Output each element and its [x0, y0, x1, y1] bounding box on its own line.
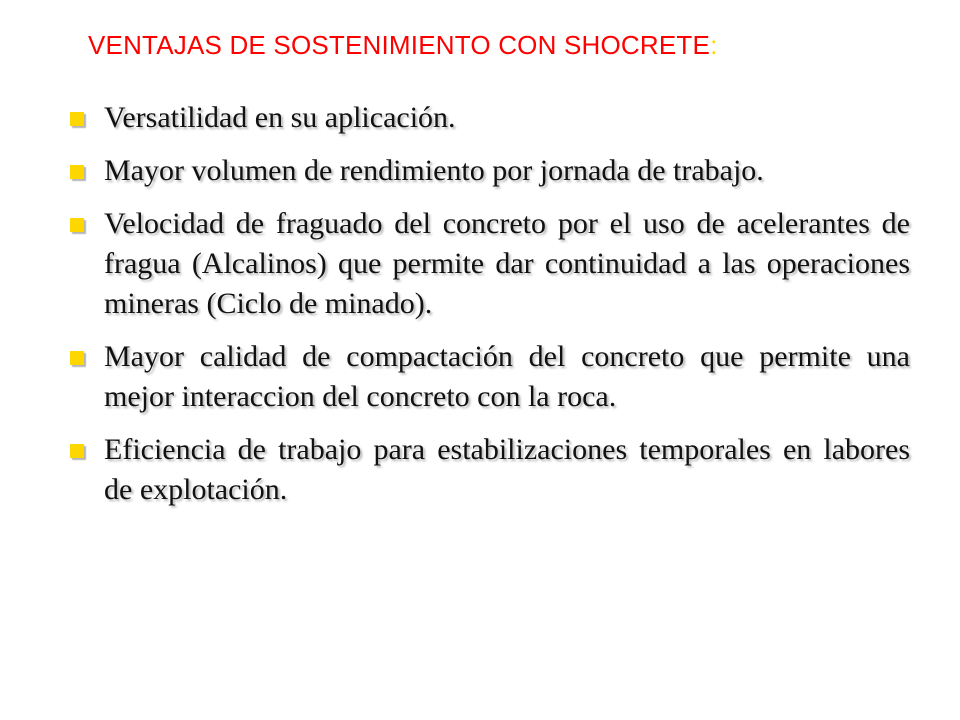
square-bullet-icon — [70, 444, 84, 458]
bullet-item-compaction — [70, 337, 910, 417]
square-bullet-icon — [70, 218, 84, 232]
bullet-item-volume — [70, 151, 910, 191]
bullet-list — [70, 98, 910, 523]
bullet-item-efficiency — [70, 430, 910, 510]
bullet-item-setting-speed — [70, 204, 910, 324]
bullet-text: Mayor volumen de rendimiento por jornada de trabajo. — [104, 154, 764, 187]
square-bullet-icon — [70, 165, 84, 179]
square-bullet-icon — [70, 351, 84, 365]
bullet-text: Versatilidad en su aplicación. — [104, 101, 456, 134]
slide-title — [88, 30, 718, 61]
bullet-text: Eficiencia de trabajo para estabilizaciones temporales en labores de explotación. — [104, 433, 910, 506]
bullet-text: Velocidad de fraguado del concreto por el uso de acelerantes de fragua (Alcalinos) que permite dar continuidad a las operaciones mineras (Ciclo de minado). — [104, 207, 910, 320]
slide-title-text: VENTAJAS DE SOSTENIMIENTO CON SHOCRETE — [88, 30, 711, 60]
square-bullet-icon — [70, 112, 84, 126]
bullet-item-versatility — [70, 98, 910, 138]
bullet-text: Mayor calidad de compactación del concreto que permite una mejor interaccion del concreto con la roca. — [104, 340, 910, 413]
slide-title-colon: : — [710, 30, 718, 60]
